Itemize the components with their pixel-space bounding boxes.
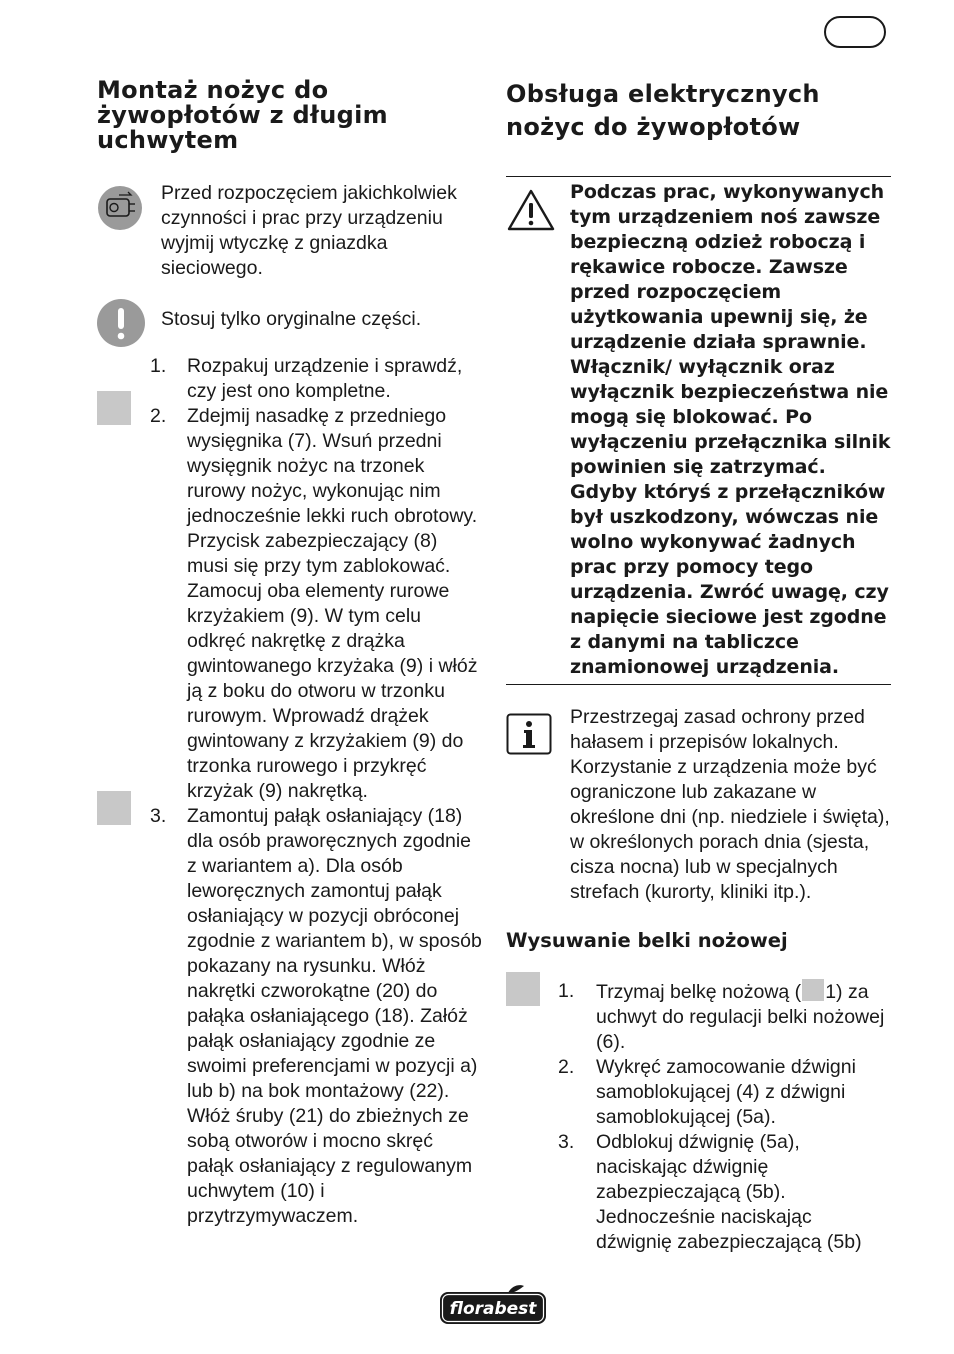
subheading-extend-blade: Wysuwanie belki nożowej xyxy=(506,929,788,952)
assembly-step-1 xyxy=(97,354,482,404)
original-parts-note xyxy=(97,307,482,332)
noise-info-text: Przestrzegaj zasad ochrony przed hałasem i przepisów lokalnych. Korzystanie z urządzenia może być ograniczone lub zakazane w określone dni (np. niedziele i święta), w określonych porach dnia (sjesta, cisza nocna) lub w specjalnych strefach (kurorty, kliniki itp.). xyxy=(570,706,890,903)
florabest-logo xyxy=(438,1284,548,1326)
figure-reference-box xyxy=(506,972,540,1006)
safety-warning-box xyxy=(506,176,891,685)
right-column xyxy=(506,78,891,1255)
original-parts-text: Stosuj tylko oryginalne części. xyxy=(161,308,422,330)
assembly-step-2 xyxy=(97,404,482,804)
figure-reference-box xyxy=(97,791,131,825)
step-number: 2. xyxy=(150,405,167,427)
svg-text:florabest: florabest xyxy=(449,1299,537,1319)
assembly-steps xyxy=(97,354,482,1229)
step-number: 1. xyxy=(150,355,167,377)
step-text: Wykręć zamocowanie dźwigni samoblokującej (4) z dźwigni samoblokującej (5a). xyxy=(596,1056,856,1128)
unplug-note xyxy=(97,181,482,281)
exclamation-icon xyxy=(97,299,145,347)
step-number: 1. xyxy=(558,980,575,1002)
assembly-step-3 xyxy=(97,804,482,1229)
section-title-operation: Obsługa elektrycznych nożyc do żywopłotów xyxy=(506,80,820,141)
step-text: Zdejmij nasadkę z przedniego wysięgnika (7). Wsuń przedni wysięgnik nożyc na trzonek rurowy nożyc, wykonując nim jednocześnie lekki ruch obrotowy. Przycisk zabezpieczający (8) musi się przy tym zablokować. Zamocuj oba elementy rurowe krzyżakiem (9). W tym celu odkręć nakrętkę z drążka gwintowanego krzyżaka (9) i włóż ją z boku do otworu w trzonku rurowym. Wprowadź drążek gwintowany z krzyżakiem (9) do trzonka rurowego i przykręć krzyżak (9) nakrętką. xyxy=(187,405,478,802)
figure-reference-box xyxy=(97,391,131,425)
inline-figure-box xyxy=(802,979,824,1001)
safety-warning-text: Podczas prac, wykonywanych tym urządzeniem noś zawsze bezpieczną odzież roboczą i rękawice robocze. Zawsze przed rozpoczęciem użytkowania upewnij się, że urządzenie działa sprawnie. Włącznik/ wyłącznik oraz wyłącznik bezpieczeństwa nie mogą się blokować. Po wyłączeniu przełącznika silnik powinien się zatrzymać. Gdyby któryś z przełączników był uszkodzony, wówczas nie wolno wykonywać żadnych prac przy pomocy tego urządzenia. Zwróć uwagę, czy napięcie sieciowe jest zgodne z danymi na tabliczce znamionowej urządzenia. xyxy=(570,181,891,678)
step-text: Odblokuj dźwignię (5a), naciskając dźwignię zabezpieczającą (5b). Jednocześnie naciskając dźwignię zabezpieczającą (5b) xyxy=(596,1131,862,1253)
extend-step-2 xyxy=(506,1055,891,1130)
section-title-assembly: Montaż nożyc do żywopłotów z długim uchwytem xyxy=(97,76,388,154)
extend-step-3 xyxy=(506,1130,891,1255)
step-text: Zamontuj pałąk osłaniający (18) dla osób praworęcznych zgodnie z wariantem a). Dla osób leworęcznych zamontuj pałąk osłaniający w pozycji obróconej zgodnie z wariantem b), w sposób pokazany na rysunku. Włóż nakrętki czworokątne (20) do pałąka osłaniającego (18). Załóż pałąk osłaniający zgodnie ze swoimi preferencjami w pozycji a) lub b) na bok montażowy (22). Włóż śruby (21) do zbieżnych ze sobą otworów i mocno skręć pałąk osłaniający z regulowanym uchwytem (10) i przytrzymywaczem. xyxy=(187,805,482,1227)
unplug-icon xyxy=(97,185,143,231)
left-column xyxy=(97,78,482,1229)
noise-info-note xyxy=(506,705,891,905)
extend-blade-steps xyxy=(506,979,891,1255)
extend-step-1 xyxy=(506,979,891,1055)
leaf-icon xyxy=(508,1285,524,1293)
step-text: Rozpakuj urządzenie i sprawdź, czy jest ono kompletne. xyxy=(187,355,463,402)
step-text: Trzymaj belkę nożową ( 1) za uchwyt do regulacji belki nożowej (6). xyxy=(596,981,885,1053)
warning-triangle-icon xyxy=(506,188,556,232)
info-icon xyxy=(506,713,552,755)
step-number: 3. xyxy=(558,1131,575,1153)
unplug-note-text: Przed rozpoczęciem jakichkolwiek czynności i prac przy urządzeniu wyjmij wtyczkę z gniazdka sieciowego. xyxy=(161,182,457,279)
step-number: 2. xyxy=(558,1056,575,1078)
language-badge xyxy=(824,16,886,48)
step-number: 3. xyxy=(150,805,167,827)
